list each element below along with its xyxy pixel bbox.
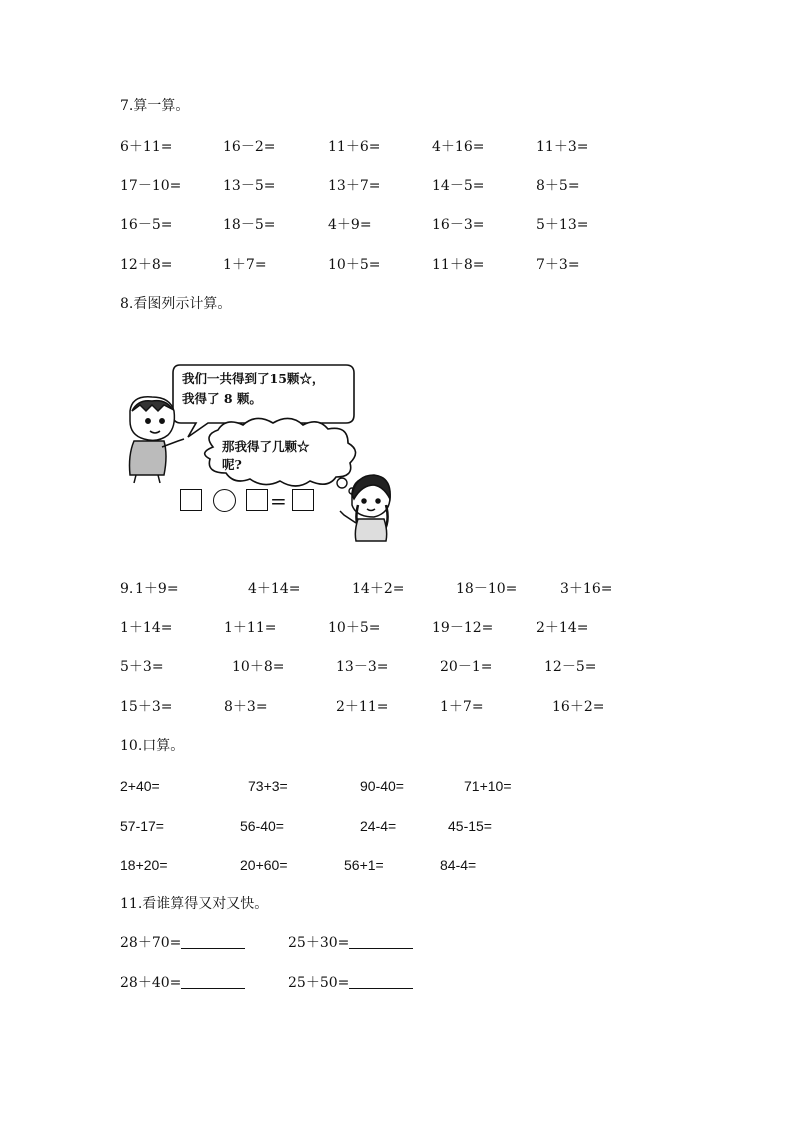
q10-item: 2+40= [120,778,160,794]
q7-item: 1＋7= [223,257,267,273]
q11-item [120,975,245,991]
q9-item: 3＋16= [560,581,613,597]
answer-blank[interactable] [349,935,413,949]
q9-item: 10＋8= [232,659,285,675]
answer-box[interactable] [246,489,268,511]
q7-item: 4＋16= [432,139,485,155]
q10-item: 84-4= [440,857,477,873]
q9-item: 4＋14= [248,581,301,597]
q10-item: 45-15= [448,818,492,834]
q9-item: 10＋5= [328,620,381,636]
q9-title: 9. [120,581,134,597]
q9-item: 1＋14= [120,620,173,636]
q9-item: 20－1= [440,659,493,675]
q9-item: 19－12= [432,620,494,636]
q10-item: 18+20= [120,857,168,873]
answer-blank[interactable] [349,975,413,989]
girl-speech-line-1: 那我得了几颗☆ [222,439,310,454]
answer-box[interactable] [180,489,202,511]
q11-expression: 28＋70= [120,935,182,951]
q7-item: 17－10= [120,178,182,194]
boy-speech-line-1: 我们一共得到了15颗☆， [182,371,325,386]
q9-item: 1＋7= [440,699,484,715]
girl-figure [340,475,390,541]
q9-item: 2＋14= [536,620,589,636]
q9-item: 15＋3= [120,699,173,715]
q7-title: 7.算一算。 [120,98,190,114]
q7-item: 5＋13= [536,217,589,233]
girl-speech-line-2: 呢? [222,457,242,472]
q7-item: 7＋3= [536,257,580,273]
q10-item: 57-17= [120,818,164,834]
q9-item: 5＋3= [120,659,164,675]
q7-item: 4＋9= [328,217,372,233]
q11-expression: 28＋40= [120,975,182,991]
q9-item: 16＋2= [552,699,605,715]
q11-title: 11.看谁算得又对又快。 [120,896,269,912]
answer-blank[interactable] [181,975,245,989]
q7-item: 14－5= [432,178,485,194]
boy-speech-line-2: 我得了 8 颗。 [182,391,262,406]
q9-item: 1＋11= [224,620,277,636]
q7-item: 12＋8= [120,257,173,273]
q7-item: 16－2= [223,139,276,155]
q7-item: 11＋3= [536,139,589,155]
q8-illustration [118,355,398,545]
equals-sign: = [270,489,287,513]
q10-item: 73+3= [248,778,288,794]
q11-expression: 25＋30= [288,935,350,951]
answer-box[interactable] [292,489,314,511]
q9-item: 8＋3= [224,699,268,715]
q9-item: 1＋9= [135,581,179,597]
q11-item [288,975,413,991]
q9-item: 18－10= [456,581,518,597]
q7-item: 8＋5= [536,178,580,194]
q11-item [288,935,413,951]
q7-item: 11＋6= [328,139,381,155]
q9-item: 14＋2= [352,581,405,597]
q9-item: 2＋11= [336,699,389,715]
q10-item: 24-4= [360,818,397,834]
answer-blank[interactable] [181,935,245,949]
q7-item: 10＋5= [328,257,381,273]
q9-item: 12－5= [544,659,597,675]
q7-item: 13＋7= [328,178,381,194]
q7-item: 6＋11= [120,139,173,155]
q11-item [120,935,245,951]
q8-title: 8.看图列示计算。 [120,296,232,312]
q9-item: 13－3= [336,659,389,675]
q10-item: 20+60= [240,857,288,873]
q7-item: 16－3= [432,217,485,233]
q10-item: 56-40= [240,818,284,834]
q7-item: 13－5= [223,178,276,194]
q10-item: 56+1= [344,857,384,873]
q7-item: 11＋8= [432,257,485,273]
q11-expression: 25＋50= [288,975,350,991]
q10-item: 90-40= [360,778,404,794]
q10-item: 71+10= [464,778,512,794]
q7-item: 18－5= [223,217,276,233]
q10-title: 10.口算。 [120,738,185,754]
q7-item: 16－5= [120,217,173,233]
operator-circle[interactable] [213,489,236,512]
